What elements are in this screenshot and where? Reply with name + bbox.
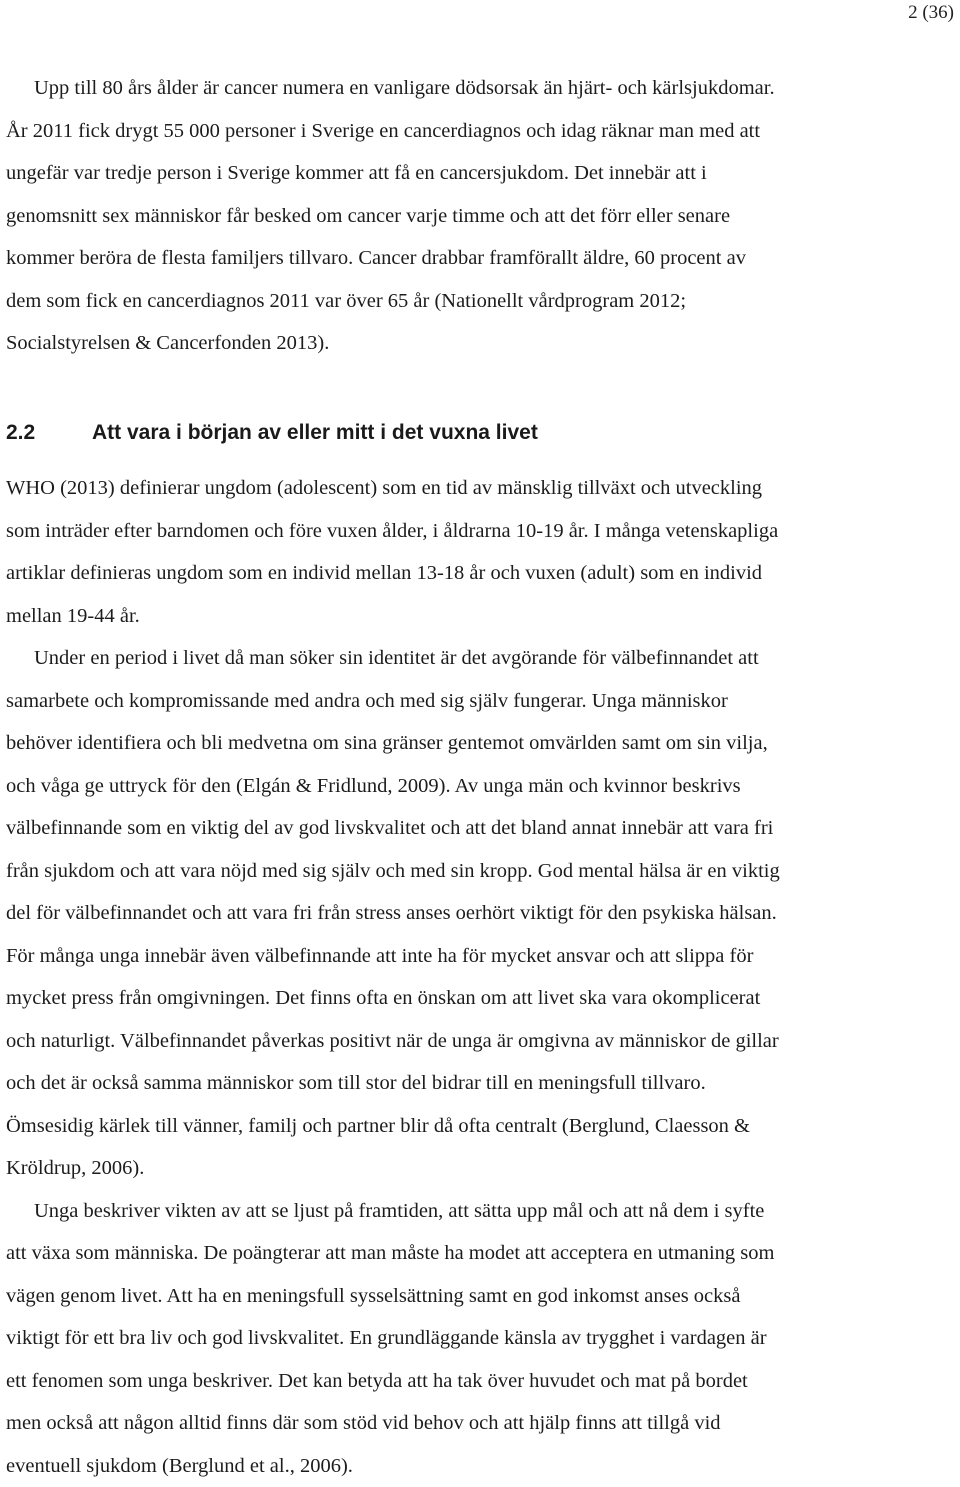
text-line: ett fenomen som unga beskriver. Det kan betyda att ha tak över huvudet och mat på bordet: [6, 1360, 946, 1403]
paragraph-1: [6, 67, 946, 365]
text-line: För många unga innebär även välbefinnande att inte ha för mycket ansvar och att slippa för: [6, 935, 946, 978]
text-line: genomsnitt sex människor får besked om cancer varje timme och att det förr eller senare: [6, 195, 946, 238]
text-line: Under en period i livet då man söker sin identitet är det avgörande för välbefinnandet att: [6, 637, 946, 680]
section-heading: [6, 421, 538, 445]
text-line: Ömsesidig kärlek till vänner, familj och partner blir då ofta centralt (Berglund, Claesson &: [6, 1105, 946, 1148]
text-line: ungefär var tredje person i Sverige kommer att få en cancersjukdom. Det innebär att i: [6, 152, 946, 195]
text-line: Socialstyrelsen & Cancerfonden 2013).: [6, 322, 946, 365]
paragraph-4: [6, 1190, 946, 1487]
text-line: behöver identifiera och bli medvetna om sina gränser gentemot omvärlden samt om sin vilja,: [6, 722, 946, 765]
text-line: men också att någon alltid finns där som stöd vid behov och att hjälp finns att tillgå vid: [6, 1402, 946, 1445]
page-number: 2 (36): [908, 2, 954, 24]
text-line: som inträder efter barndomen och före vuxen ålder, i åldrarna 10-19 år. I många vetenskapliga: [6, 510, 946, 553]
paragraph-cancer-statistics: [6, 67, 946, 365]
text-line: att växa som människa. De poängterar att man måste ha modet att acceptera en utmaning som: [6, 1232, 946, 1275]
text-line: mellan 19-44 år.: [6, 595, 946, 638]
text-line: viktigt för ett bra liv och god livskvalitet. En grundläggande känsla av trygghet i vardagen är: [6, 1317, 946, 1360]
text-line: Upp till 80 års ålder är cancer numera en vanligare dödsorsak än hjärt- och kärlsjukdomar.: [6, 67, 946, 110]
text-line: mycket press från omgivningen. Det finns ofta en önskan om att livet ska vara okomplicerat: [6, 977, 946, 1020]
paragraph-3: [6, 637, 946, 1190]
text-line: från sjukdom och att vara nöjd med sig själv och med sin kropp. God mental hälsa är en viktig: [6, 850, 946, 893]
section-body: [6, 467, 946, 1487]
section-number: 2.2: [6, 421, 92, 445]
text-line: och våga ge uttryck för den (Elgán & Fridlund, 2009). Av unga män och kvinnor beskrivs: [6, 765, 946, 808]
text-line: artiklar definieras ungdom som en individ mellan 13-18 år och vuxen (adult) som en individ: [6, 552, 946, 595]
paragraph-2: [6, 467, 946, 637]
text-line: År 2011 fick drygt 55 000 personer i Sverige en cancerdiagnos och idag räknar man med att: [6, 110, 946, 153]
text-line: dem som fick en cancerdiagnos 2011 var över 65 år (Nationellt vårdprogram 2012;: [6, 280, 946, 323]
text-line: vägen genom livet. Att ha en meningsfull sysselsättning samt en god inkomst anses också: [6, 1275, 946, 1318]
text-line: och det är också samma människor som till stor del bidrar till en meningsfull tillvaro.: [6, 1062, 946, 1105]
text-line: Unga beskriver vikten av att se ljust på framtiden, att sätta upp mål och att nå dem i syfte: [6, 1190, 946, 1233]
text-line: WHO (2013) definierar ungdom (adolescent) som en tid av mänsklig tillväxt och utveckling: [6, 467, 946, 510]
section-title: Att vara i början av eller mitt i det vuxna livet: [92, 421, 538, 444]
text-line: välbefinnande som en viktig del av god livskvalitet och att det bland annat innebär att vara fri: [6, 807, 946, 850]
text-line: del för välbefinnandet och att vara fri från stress anses oerhört viktigt för den psykiska hälsan.: [6, 892, 946, 935]
text-line: Kröldrup, 2006).: [6, 1147, 946, 1190]
text-line: samarbete och kompromissande med andra och med sig själv fungerar. Unga människor: [6, 680, 946, 723]
text-line: och naturligt. Välbefinnandet påverkas positivt när de unga är omgivna av människor de gillar: [6, 1020, 946, 1063]
text-line: kommer beröra de flesta familjers tillvaro. Cancer drabbar framförallt äldre, 60 procent av: [6, 237, 946, 280]
text-line: eventuell sjukdom (Berglund et al., 2006).: [6, 1445, 946, 1487]
